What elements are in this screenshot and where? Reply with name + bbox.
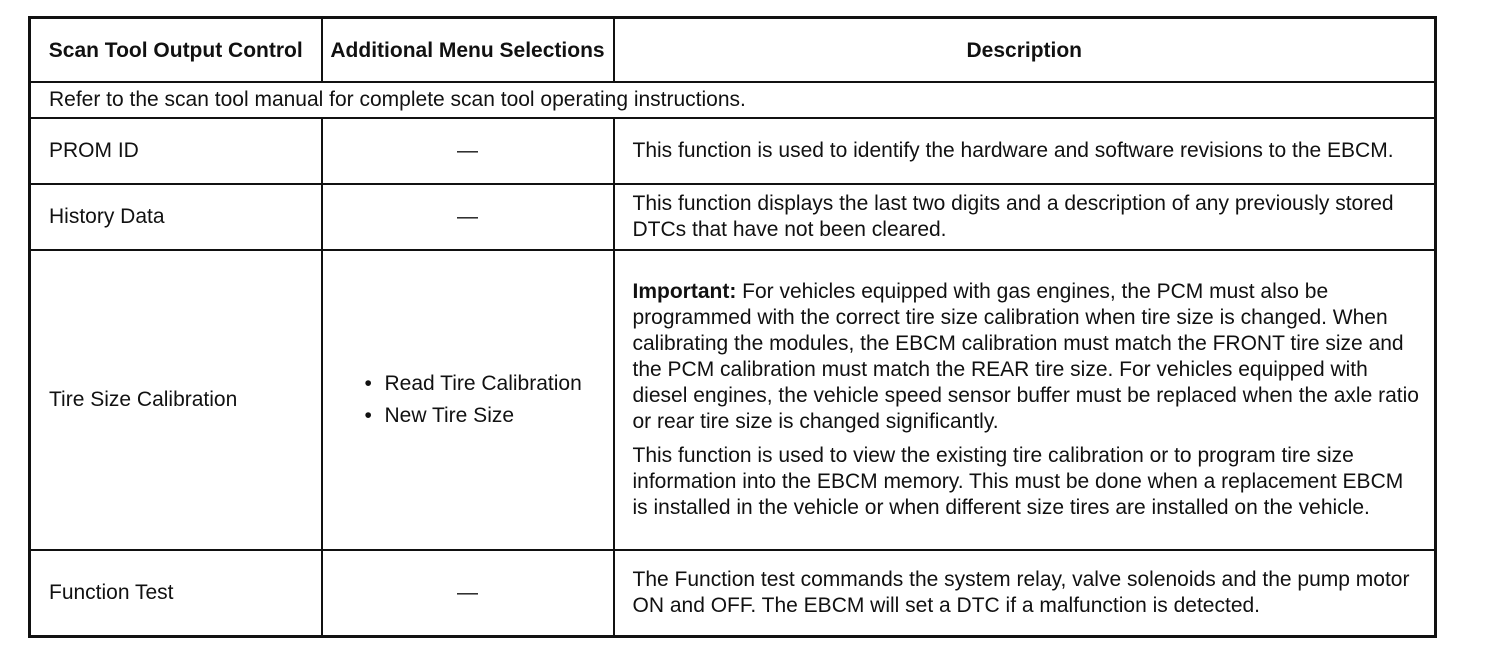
header-row	[30, 18, 1436, 83]
important-text: For vehicles equipped with gas engines, the PCM must also be programmed with the correct tire size calibration when tire size is changed. When calibrating the modules, the EBCM calibration must match the FRONT tire size and the PCM calibration must match the REAR tire size. For vehicles equipped with diesel engines, the vehicle speed sensor buffer must be replaced when the axle ratio or rear tire size is changed significantly.	[632, 280, 1419, 433]
table-row	[30, 184, 1436, 250]
description-paragraph: This function is used to view the existing tire calibration or to program tire size information into the EBCM memory. This must be done when a replacement EBCM is installed in the vehicle or when different size tires are installed on the vehicle.	[632, 444, 1404, 519]
table-row	[30, 118, 1436, 184]
description-tire-size-calibration	[614, 250, 1436, 550]
header-menu-selections: Additional Menu Selections	[322, 18, 614, 83]
scan-tool-output-control-table	[28, 16, 1437, 638]
important-paragraph	[633, 279, 1423, 435]
table-row	[30, 550, 1436, 637]
dash-placeholder: —	[457, 205, 478, 228]
description-function-test: The Function test commands the system relay, valve solenoids and the pump motor ON and OFF. The EBCM will set a DTC if a malfunction is detected.	[614, 550, 1436, 637]
control-function-test: Function Test	[30, 550, 322, 637]
manual-note: Refer to the scan tool manual for complete scan tool operating instructions.	[30, 82, 1436, 118]
control-tire-size-calibration: Tire Size Calibration	[30, 250, 322, 550]
selections-cell	[322, 184, 614, 250]
control-history-data: History Data	[30, 184, 322, 250]
selections-cell	[322, 550, 614, 637]
selections-cell	[322, 118, 614, 184]
dash-placeholder: —	[457, 139, 478, 162]
menu-selection-list	[359, 365, 585, 435]
note-row	[30, 82, 1436, 118]
selection-read-tire-calibration: • Read Tire Calibration	[359, 371, 585, 397]
selection-new-tire-size: • New Tire Size	[359, 403, 585, 429]
description-history-data: This function displays the last two digits and a description of any previously stored DTCs that have not been cleared.	[614, 184, 1436, 250]
important-label: Important:	[632, 280, 737, 303]
selections-cell	[322, 250, 614, 550]
dash-placeholder: —	[457, 581, 478, 604]
table-row	[30, 250, 1436, 550]
header-description: Description	[614, 18, 1436, 83]
header-output-control: Scan Tool Output Control	[30, 18, 322, 83]
description-prom-id: This function is used to identify the hardware and software revisions to the EBCM.	[614, 118, 1436, 184]
control-prom-id: PROM ID	[30, 118, 322, 184]
